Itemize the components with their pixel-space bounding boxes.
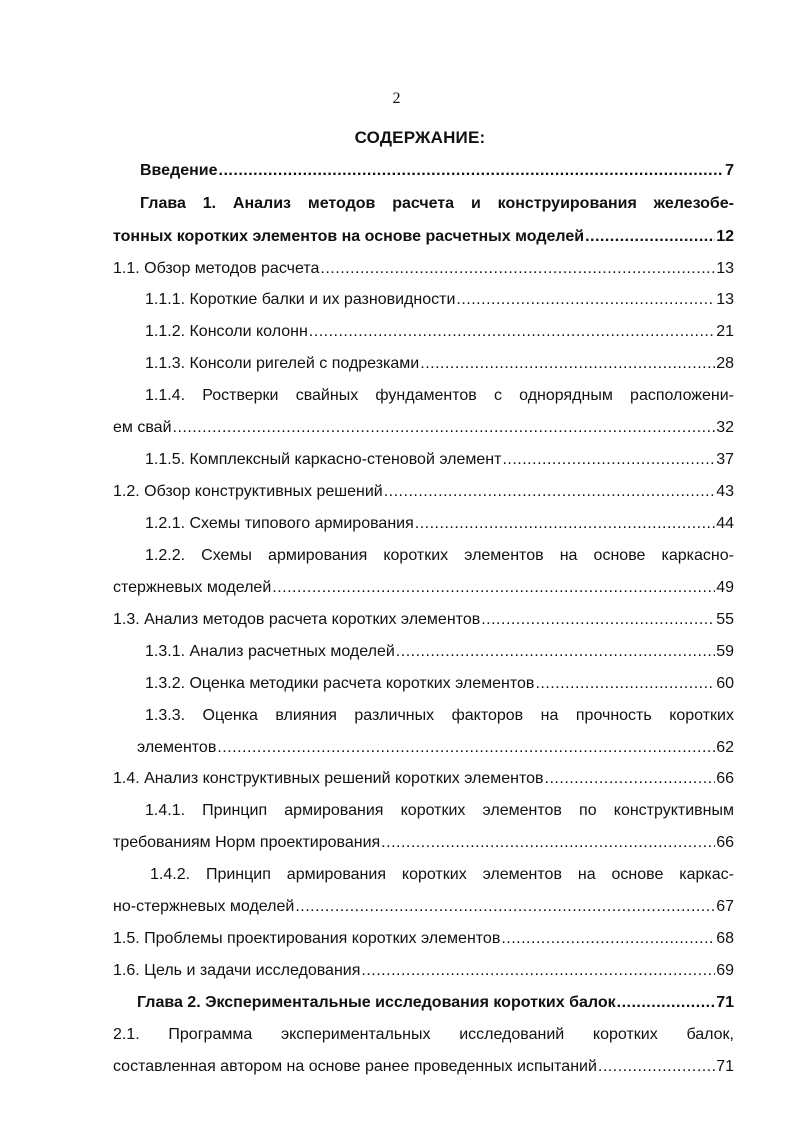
toc-entry-1-3-3-line-1: 1.3.3. Оценка влияния различных факторов на прочность коротких (145, 707, 734, 724)
toc-entry-1-3-1: 1.3.1. Анализ расчетных моделей ..... 59 (145, 641, 734, 663)
toc-heading: СОДЕРЖАНИЕ: (354, 128, 486, 147)
toc-entry-1-1-1: 1.1.1. Короткие балки и их разновидности ..... 13 (145, 289, 734, 311)
toc-entry-1-2-1: 1.2.1. Схемы типового армирования ..... 44 (145, 513, 734, 535)
toc-entry-chapter-1-line-1: Глава 1. Анализ методов расчета и конструирования железобе- (140, 195, 734, 212)
toc-entry-1-1-3: 1.1.3. Консоли ригелей с подрезками ..... 28 (145, 353, 734, 375)
toc-entry-introduction: Введение ..... 7 (140, 160, 734, 182)
toc-entry-chapter-2: Глава 2. Экспериментальные исследования коротких балок ..... 71 (137, 992, 734, 1014)
toc-entry-1-1-4-line-1: 1.1.4. Ростверки свайных фундаментов с однорядным расположени- (145, 387, 734, 404)
toc-entry-1-4-2-line-1: 1.4.2. Принцип армирования коротких элементов на основе каркас- (150, 866, 734, 883)
toc-entry-1-3: 1.3. Анализ методов расчета коротких элементов ..... 55 (113, 609, 734, 631)
toc-entry-1-3-3-line-2: элементов ..... 62 (137, 737, 734, 759)
toc-entry-1-3-2: 1.3.2. Оценка методики расчета коротких элементов ..... 60 (145, 673, 734, 695)
toc-entry-2-1-line-2: составленная автором на основе ранее проведенных испытаний ..... 71 (113, 1056, 734, 1078)
toc-entry-1-1-2: 1.1.2. Консоли колонн ..... 21 (145, 321, 734, 343)
toc-entry-1-1: 1.1. Обзор методов расчета ..... 13 (113, 258, 734, 280)
toc-entry-1-4: 1.4. Анализ конструктивных решений коротких элементов ..... 66 (113, 768, 734, 790)
page-number: 2 (392, 90, 401, 107)
toc-entry-2-1-line-1: 2.1. Программа экспериментальных исследований коротких балок, (113, 1026, 734, 1043)
toc-entry-1-6: 1.6. Цель и задачи исследования ..... 69 (113, 960, 734, 982)
toc-entry-1-4-1-line-2: требованиям Норм проектирования ..... 66 (113, 832, 734, 854)
toc-entry-chapter-1-line-2: тонных коротких элементов на основе расчетных моделей ..... 12 (113, 226, 734, 248)
toc-entry-1-4-1-line-1: 1.4.1. Принцип армирования коротких элементов по конструктивным (145, 802, 734, 819)
toc-entry-1-1-4-line-2: ем свай ..... 32 (113, 417, 734, 439)
toc-entry-1-1-5: 1.1.5. Комплексный каркасно-стеновой элемент ..... 37 (145, 449, 734, 471)
toc-entry-1-5: 1.5. Проблемы проектирования коротких элементов ..... 68 (113, 928, 734, 950)
toc-entry-1-2: 1.2. Обзор конструктивных решений ..... 43 (113, 481, 734, 503)
toc-entry-1-2-2-line-2: стержневых моделей ..... 49 (113, 577, 734, 599)
toc-entry-1-4-2-line-2: но-стержневых моделей ..... 67 (113, 896, 734, 918)
toc-entry-1-2-2-line-1: 1.2.2. Схемы армирования коротких элементов на основе каркасно- (145, 547, 734, 564)
